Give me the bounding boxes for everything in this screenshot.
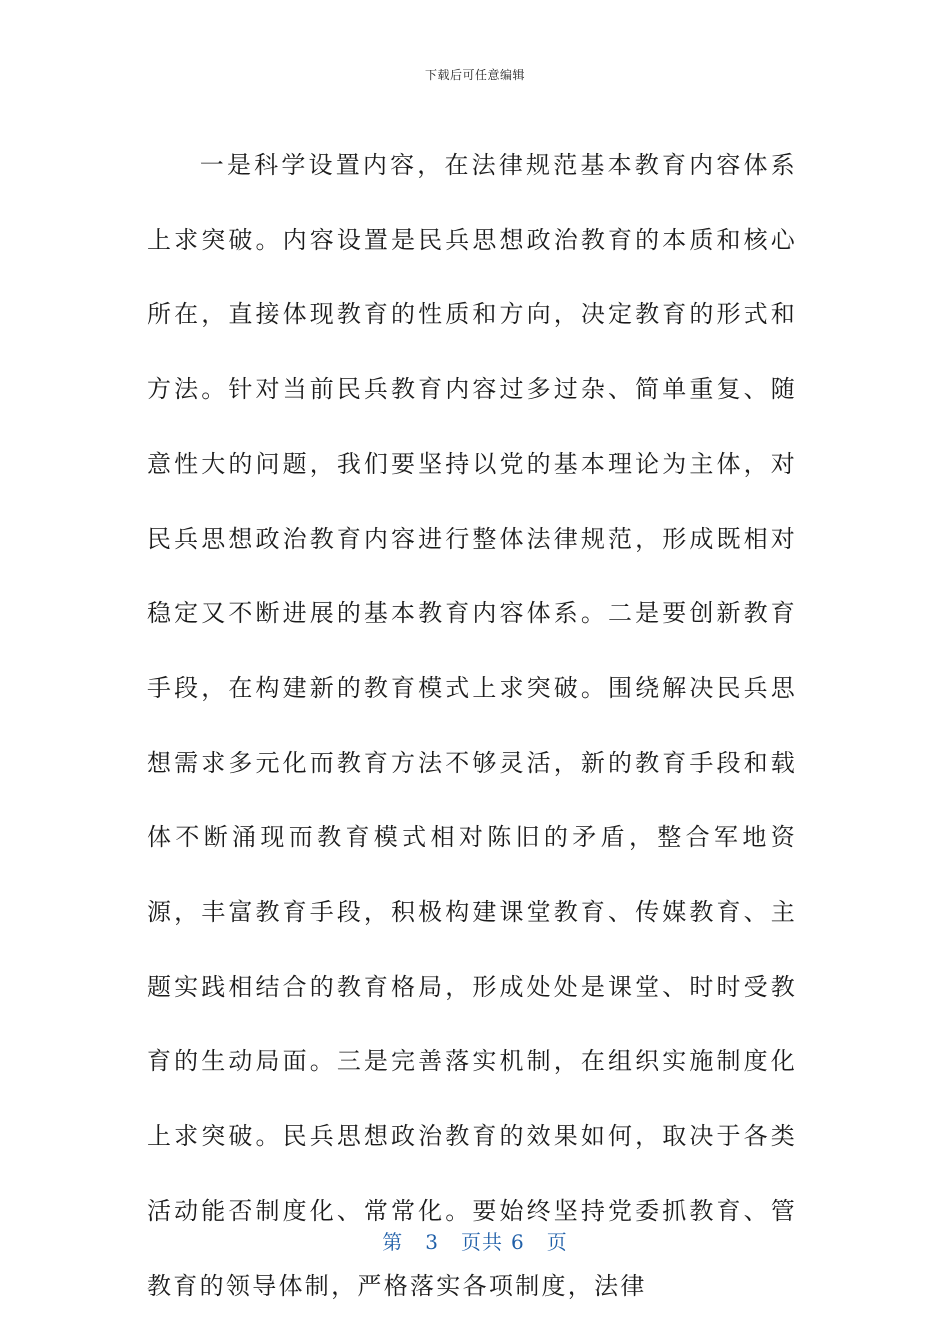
footer-suffix: 页 (546, 1230, 568, 1254)
footer-middle: 页共 (461, 1230, 503, 1254)
page-footer (0, 1226, 950, 1255)
footer-total-pages: 6 (511, 1230, 525, 1254)
footer-current-page: 3 (425, 1230, 439, 1254)
page-header-note: 下载后可任意编辑 (424, 68, 525, 82)
body-paragraph: 一是科学设置内容，在法律规范基本教育内容体系上求突破。内容设置是民兵思想政治教育的本质和核心所在，直接体现教育的性质和方向，决定教育的形式和方法。针对当前民兵教育内容过多过杂、简单重复、随意性大的问题，我们要坚持以党的基本理论为主体，对民兵思想政治教育内容进行整体法律规范，形成既相对稳定又不断进展的基本教育内容体系。二是要创新教育手段，在构建新的教育模式上求突破。围绕解决民兵思想需求多元化而教育方法不够灵活，新的教育手段和载体不断涌现而教育模式相对陈旧的矛盾，整合军地资源，丰富教育手段，积极构建课堂教育、传媒教育、主题实践相结合的教育格局，形成处处是课堂、时时受教育的生动局面。三是完善落实机制，在组织实施制度化上求突破。民兵思想政治教育的效果如何，取决于各类活动能否制度化、常常化。要始终坚持党委抓教育、管教育的领导体制，严格落实各项制度，法律 (147, 151, 797, 1300)
footer-prefix: 第 (382, 1230, 404, 1254)
